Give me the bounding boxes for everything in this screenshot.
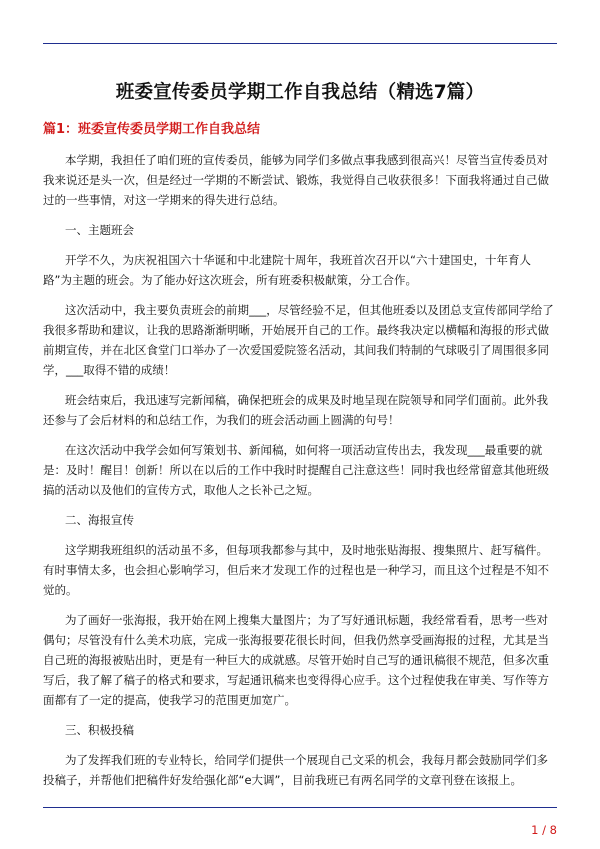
paragraph: 这学期我班组织的活动虽不多，但每项我都参与其中，及时地张贴海报、搜集照片、赶写稿件。有时事情太多，也会担心影响学习，但后来才发现工作的过程也是一种学习，而且这个过程是不知不觉的。: [43, 543, 549, 597]
document-title: 班委宣传委员学期工作自我总结（精选7篇）: [115, 82, 485, 103]
section-heading-poster: 二、海报宣传: [65, 513, 134, 527]
section-subtitle: 篇1：班委宣传委员学期工作自我总结: [43, 122, 261, 137]
paragraph: 这次活动中，我主要负责班会的前期___，尽管经验不足，但其他班委以及团总支宣传部同学给了我很多帮助和建议，让我的思路渐渐明晰，开始展开自己的工作。最终我决定以横幅和海报的形式做前期宣传，并在北区食堂门口举办了一次爱国爱院签名活动，其间我们特制的气球吸引了周围很多同学，___取得不错的成绩！: [43, 303, 554, 377]
top-rule: [43, 43, 557, 44]
document-body: [43, 150, 557, 800]
section-heading-theme-meeting: 一、主题班会: [65, 223, 134, 237]
paragraph-intro: 本学期，我担任了咱们班的宣传委员，能够为同学们多做点事我感到很高兴！尽管当宣传委员对我来说还是头一次，但是经过一学期的不断尝试、锻炼，我觉得自己收获很多！下面我将通过自己做过的一些事情，对这一学期来的得失进行总结。: [43, 153, 549, 207]
paragraph: 在这次活动中我学会如何写策划书、新闻稿，如何将一项活动宣传出去，我发现___最重要的就是：及时！醒目！创新！所以在以后的工作中我时时提醒自己注意这些！同时我也经常留意其他班级搞的活动以及他们的宣传方式，取他人之长补己之短。: [43, 443, 549, 497]
bottom-rule: [43, 807, 557, 808]
paragraph: 为了发挥我们班的专业特长，给同学们提供一个展现自己文采的机会，我每月都会鼓励同学们多投稿子，并帮他们把稿件好发给强化部“e大调”，目前我班已有两名同学的文章刊登在该报上。: [43, 753, 548, 787]
paragraph: 开学不久，为庆祝祖国六十华诞和中北建院十周年，我班首次召开以“六十建国史，十年育人路”为主题的班会。为了能办好这次班会，所有班委积极献策，分工合作。: [43, 253, 531, 287]
paragraph: 班会结束后，我迅速写完新闻稿，确保把班会的成果及时地呈现在院领导和同学们面前。此外我还参与了会后材料的和总结工作，为我们的班会活动画上圆满的句号！: [43, 393, 548, 427]
section-heading-submissions: 三、积极投稿: [65, 723, 134, 737]
paragraph: 为了画好一张海报，我开始在网上搜集大量图片；为了写好通讯标题，我经常看看，思考一些对偶句；尽管没有什么美术功底，完成一张海报要花很长时间，但我仍然享受画海报的过程，尤其是当自己班的海报被贴出时，更是有一种巨大的成就感。尽管开始时自己写的通讯稿很不规范，但多次重写后，我了解了稿子的格式和要求，写起通讯稿来也变得得心应手。这个过程使我在审美、写作等方面都有了一定的提高，使我学习的范围更加宽广。: [43, 613, 549, 707]
page-indicator: 1 / 8: [531, 823, 557, 837]
